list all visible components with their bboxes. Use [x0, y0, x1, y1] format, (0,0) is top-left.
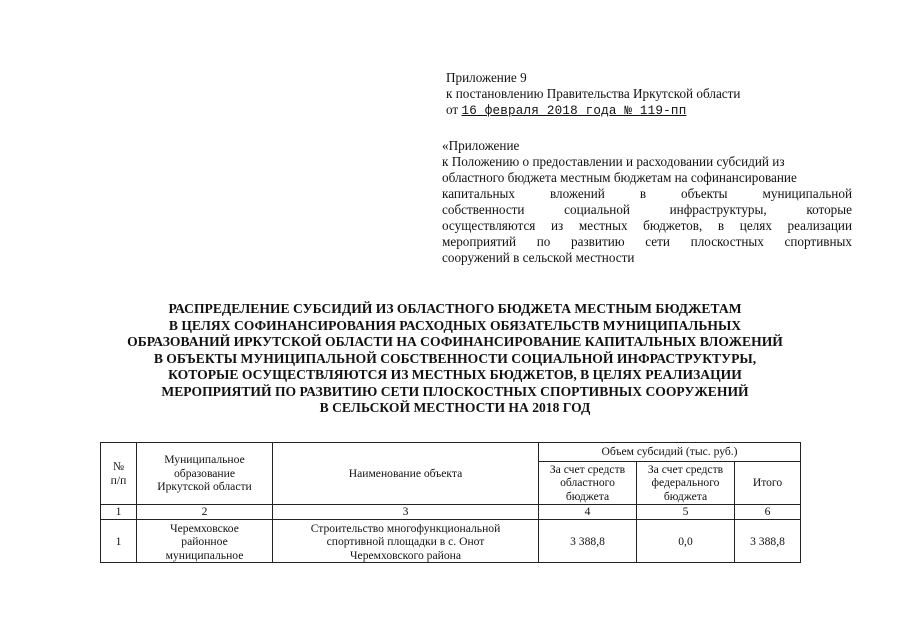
header-num-line: п/п [110, 473, 127, 487]
appendix-number: Приложение 9 [446, 70, 527, 85]
header-object: Наименование объекта [273, 443, 539, 505]
header-volume: Объем субсидий (тыс. руб.) [539, 443, 801, 462]
column-number: 3 [273, 505, 539, 520]
cell-object-line: Строительство многофункциональной [310, 521, 501, 535]
header-regional-line: бюджета [565, 489, 610, 503]
table-row [101, 519, 801, 563]
title-line: В СЕЛЬСКОЙ МЕСТНОСТИ НА 2018 ГОД [319, 400, 591, 415]
cell-object [273, 519, 539, 563]
regulation-line: мероприятий по развитию сети плоскостных спортивных [442, 234, 852, 249]
cell-regional: 3 388,8 [539, 519, 637, 563]
title-line: В ЦЕЛЯХ СОФИНАНСИРОВАНИЯ РАСХОДНЫХ ОБЯЗАТЕЛЬСТВ МУНИЦИПАЛЬНЫХ [168, 317, 742, 333]
cell-municipality [137, 519, 273, 563]
regulation-line: «Приложение [442, 138, 520, 153]
regulation-line: областного бюджета местным бюджетам на софинансирование [442, 170, 797, 185]
title-line: В ОБЪЕКТЫ МУНИЦИПАЛЬНОЙ СОБСТВЕННОСТИ СОЦИАЛЬНОЙ ИНФРАСТРУКТУРЫ, [153, 350, 757, 366]
cell-object-line: спортивной площадки в с. Онот [326, 535, 485, 548]
column-number: 6 [735, 505, 801, 520]
appendix-header [446, 70, 786, 119]
title-line: ОБРАЗОВАНИЙ ИРКУТСКОЙ ОБЛАСТИ НА СОФИНАНСИРОВАНИЕ КАПИТАЛЬНЫХ ВЛОЖЕНИЙ [127, 334, 783, 349]
header-federal [637, 462, 735, 505]
column-number: 2 [137, 505, 273, 520]
title-line: РАСПРЕДЕЛЕНИЕ СУБСИДИЙ ИЗ ОБЛАСТНОГО БЮДЖЕТА МЕСТНЫМ БЮДЖЕТАМ [168, 301, 742, 316]
cell-municipality-line: муниципальное [165, 548, 244, 562]
cell-municipality-line: районное [181, 535, 228, 548]
regulation-line: осуществляются из местных бюджетов, в целях реализации [442, 218, 852, 233]
cell-object-line: Черемховского района [350, 548, 461, 562]
header-regional [539, 462, 637, 505]
document-title [100, 301, 810, 417]
regulation-line: капитальных вложений в объекты муниципальной [442, 186, 852, 201]
cell-municipality-line: Черемховское [170, 521, 239, 535]
header-regional-line: областного [560, 476, 615, 490]
title-line: МЕРОПРИЯТИЙ ПО РАЗВИТИЮ СЕТИ ПЛОСКОСТНЫХ СПОРТИВНЫХ СООРУЖЕНИЙ [161, 383, 749, 399]
header-regional-line: За счет средств [549, 462, 626, 476]
header-num [101, 443, 137, 505]
header-municipality-line: образование [174, 466, 235, 480]
column-number: 4 [539, 505, 637, 520]
cell-federal: 0,0 [637, 519, 735, 563]
title-line: КОТОРЫЕ ОСУЩЕСТВЛЯЮТСЯ ИЗ МЕСТНЫХ БЮДЖЕТОВ, В ЦЕЛЯХ РЕАЛИЗАЦИИ [168, 367, 742, 382]
header-num-line: № [112, 460, 125, 473]
cell-num: 1 [101, 519, 137, 563]
regulation-line: к Положению о предоставлении и расходовании субсидий из [442, 154, 785, 169]
column-number: 5 [637, 505, 735, 520]
appendix-date-prefix: от [446, 102, 459, 117]
header-municipality-line: Иркутской области [157, 480, 252, 494]
header-municipality [137, 443, 273, 505]
appendix-date-line [446, 102, 786, 119]
appendix-decree: к постановлению Правительства Иркутской области [446, 86, 741, 101]
header-federal-line: федерального [651, 476, 720, 490]
header-total: Итого [735, 462, 801, 505]
header-municipality-line: Муниципальное [164, 453, 245, 467]
regulation-line: сооружений в сельской местности [442, 250, 635, 265]
table-header-row [101, 443, 801, 462]
header-federal-line: За счет средств [647, 462, 724, 476]
cell-total: 3 388,8 [735, 519, 801, 563]
appendix-date: 16 февраля 2018 года № 119-пп [461, 104, 687, 118]
column-number-row [101, 505, 801, 520]
column-number: 1 [101, 505, 137, 520]
subsidy-table [100, 442, 801, 563]
regulation-line: собственности социальной инфраструктуры, которые [442, 202, 852, 217]
header-federal-line: бюджета [663, 489, 708, 503]
regulation-reference [442, 138, 852, 266]
